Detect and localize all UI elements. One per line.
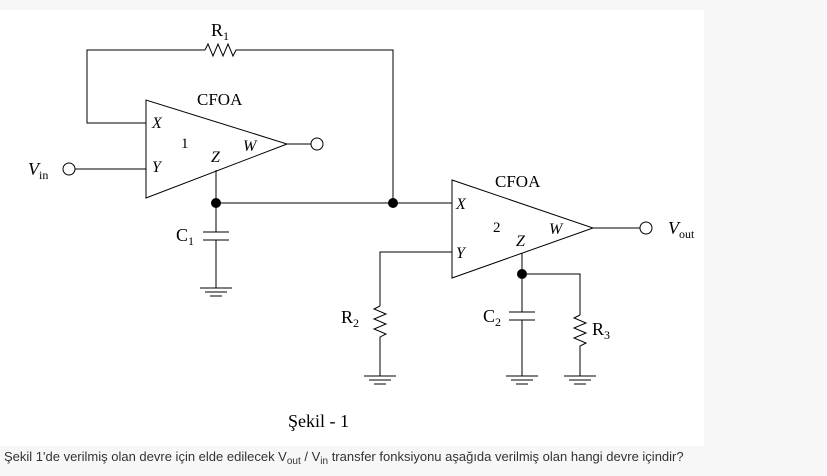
cfoa-2-label: CFOA bbox=[495, 172, 541, 191]
vin-terminal bbox=[63, 163, 146, 175]
capacitor-c1 bbox=[203, 203, 229, 288]
c2-label: $C_2$ bbox=[483, 306, 502, 329]
question-text bbox=[4, 449, 684, 467]
resistor-r1 bbox=[205, 44, 239, 56]
figure-caption: Şekil - 1 bbox=[288, 411, 349, 431]
cfoa-1-number: 1 bbox=[181, 136, 189, 152]
cfoa-1-label: CFOA bbox=[197, 90, 243, 109]
ground-r3 bbox=[564, 376, 596, 384]
node-feedback bbox=[388, 198, 398, 208]
feedback-wire bbox=[87, 50, 393, 203]
cfoa-1-port-x: X bbox=[152, 115, 162, 132]
circuit-figure bbox=[0, 10, 704, 446]
cfoa-2-number: 2 bbox=[493, 220, 501, 236]
r3-label: $R_3$ bbox=[592, 319, 611, 342]
cfoa-2-port-x: X bbox=[456, 196, 466, 213]
cfoa-1-port-w: W bbox=[243, 138, 257, 155]
cfoa-1-port-z: Z bbox=[211, 149, 220, 166]
vin-label: $V_{in}$ bbox=[28, 159, 49, 182]
c1-label: $C_1$ bbox=[176, 225, 195, 248]
r1-label: $R_1$ bbox=[211, 20, 230, 43]
resistor-r2 bbox=[374, 306, 386, 376]
circuit-diagram bbox=[0, 10, 704, 446]
question-sub-out: out bbox=[286, 456, 301, 467]
question-part-3: transfer fonksiyonu aşağıda verilmiş olan hangi devre içindir? bbox=[328, 449, 684, 464]
vout-label: $V_{out}$ bbox=[668, 218, 695, 241]
y2-wire bbox=[380, 252, 452, 306]
question-part-2: / V bbox=[300, 449, 321, 464]
cfoa-2-port-z: Z bbox=[516, 233, 525, 250]
z2-wire bbox=[522, 253, 580, 315]
cfoa-2-port-w: W bbox=[549, 221, 563, 238]
vout-terminal bbox=[593, 222, 652, 234]
r2-label: $R_2$ bbox=[341, 307, 360, 330]
cfoa-1-port-y: Y bbox=[152, 159, 161, 176]
question-part-1: Şekil 1'de verilmiş olan devre için elde edilecek V bbox=[4, 449, 287, 464]
cfoa-2-port-y: Y bbox=[456, 245, 465, 262]
z1-wire bbox=[216, 170, 452, 203]
ground-r2 bbox=[364, 376, 396, 384]
capacitor-c2 bbox=[509, 274, 535, 376]
resistor-r3 bbox=[574, 315, 586, 376]
ground-c2 bbox=[506, 376, 538, 384]
ground-c1 bbox=[200, 288, 232, 296]
question-sub-in: in bbox=[320, 456, 329, 467]
cfoa-1-w-output bbox=[287, 138, 323, 150]
